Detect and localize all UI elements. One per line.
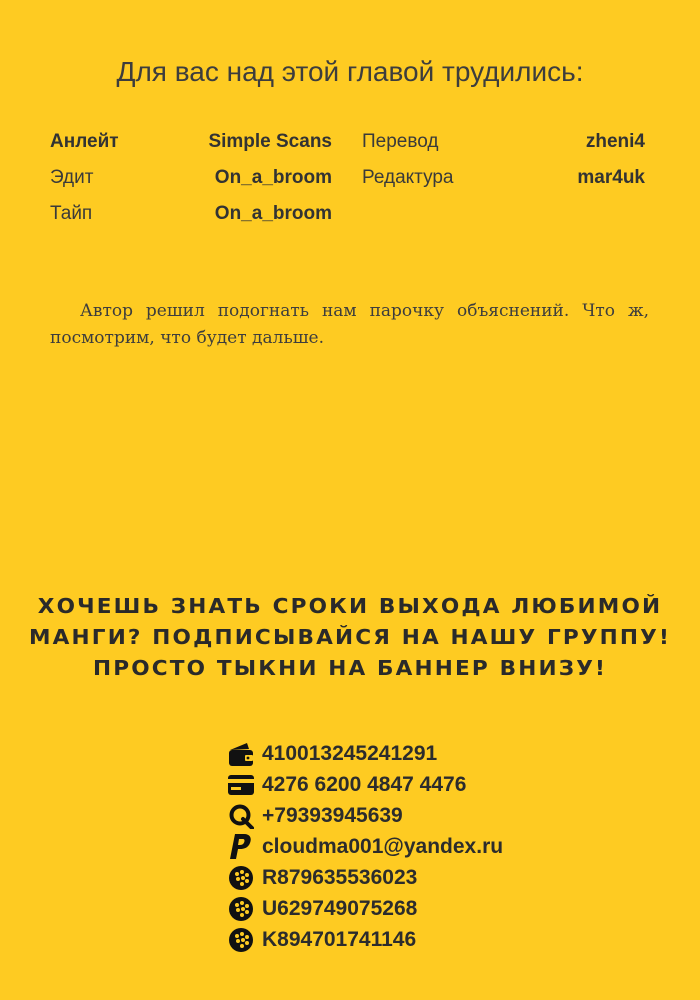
payment-row — [226, 893, 503, 924]
credit-name: On_a_broom — [214, 167, 332, 188]
webmoney-icon — [226, 895, 256, 923]
payment-value[interactable]: 410013245241291 — [262, 741, 438, 765]
credit-role: Тайп — [50, 203, 93, 224]
qiwi-icon — [226, 802, 256, 830]
credits-table — [50, 131, 645, 239]
credits-row — [50, 167, 645, 203]
credit-name: On_a_broom — [214, 203, 332, 224]
credits-row — [50, 203, 645, 239]
chapter-note: Автор решил подогнать нам парочку объяснений. Что ж, посмотрим, что будет дальше. — [50, 301, 649, 348]
payment-row — [226, 924, 503, 955]
credits-row — [50, 131, 645, 167]
webmoney-icon — [226, 926, 256, 954]
page-title: Для вас над этой главой трудились: — [116, 56, 584, 87]
credit-role: Перевод — [362, 131, 439, 152]
credit-role: Эдит — [50, 167, 94, 188]
payment-value[interactable]: U629749075268 — [262, 896, 418, 920]
credit-name: zheni4 — [585, 131, 645, 152]
promo-line: ХОЧЕШЬ ЗНАТЬ СРОКИ ВЫХОДА ЛЮБИМОЙ — [37, 594, 663, 618]
credit-name: Simple Scans — [208, 131, 332, 152]
payment-row — [226, 800, 503, 831]
payment-row — [226, 862, 503, 893]
yandex-wallet-icon — [226, 740, 256, 768]
credit-role: Анлейт — [50, 131, 119, 152]
credit-name: mar4uk — [577, 167, 645, 188]
promo-text — [0, 591, 700, 684]
promo-line: ПРОСТО ТЫКНИ НА БАННЕР ВНИЗУ! — [92, 656, 608, 680]
payment-value[interactable]: cloudma001@yandex.ru — [262, 834, 504, 858]
payment-row — [226, 831, 503, 862]
payment-value[interactable]: 4276 6200 4847 4476 — [262, 772, 467, 796]
paypal-icon — [226, 833, 256, 861]
payment-list — [226, 738, 503, 955]
credit-card-icon — [226, 771, 256, 799]
payment-value[interactable]: K894701741146 — [262, 927, 417, 951]
promo-line: МАНГИ? ПОДПИСЫВАЙСЯ НА НАШУ ГРУППУ! — [29, 625, 671, 649]
payment-value[interactable]: R879635536023 — [262, 865, 418, 889]
payment-row — [226, 769, 503, 800]
webmoney-icon — [226, 864, 256, 892]
payment-value[interactable]: +79393945639 — [262, 803, 403, 827]
credit-role: Редактура — [362, 167, 454, 188]
payment-row — [226, 738, 503, 769]
